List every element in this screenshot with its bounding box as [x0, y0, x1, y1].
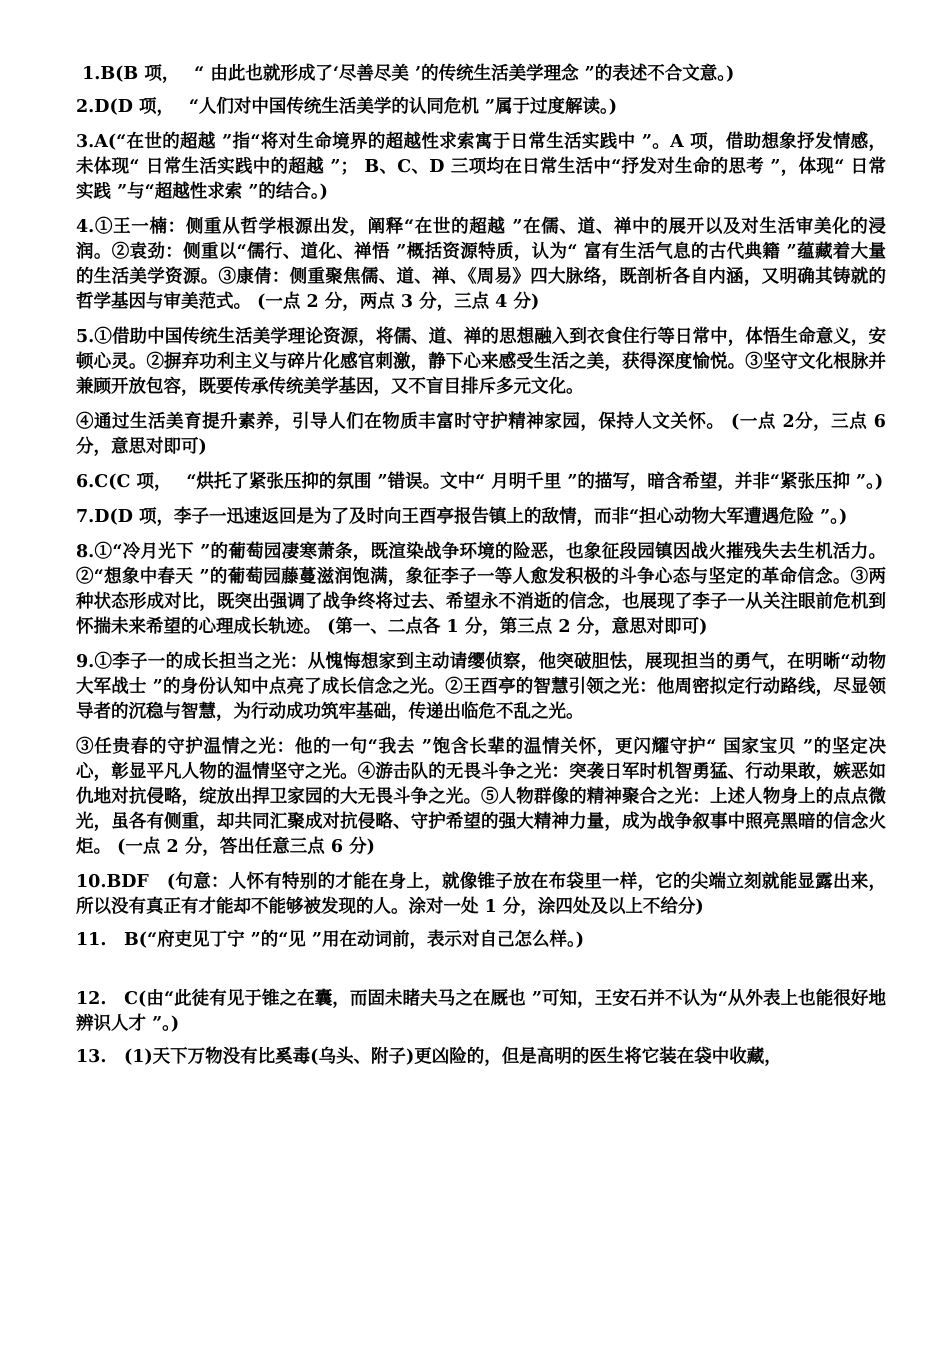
answer-8: 8.①“冷月光下 ”的葡萄园凄寒萧条，既渲染战争环境的险恶，也象征段园镇因战火摧残失去生机活力。②“想象中春天 ”的葡萄园藤蔓滋润饱满，象征李子一等人愈发积极的斗争心态与坚定的革命信念。③两种状态形成对比，既突出强调了战争终将过去、希望永不消逝的信念，也展现了李子一从关注眼前危机到怀揣未来希望的心理成长轨迹。 (第一、二点各 1 分，第三点 2 分，意思对即可): [76, 542, 886, 637]
answer-6: 6.C(C 项， “烘托了紧张压抑的氛围 ”错误。文中“ 月明千里 ”的描写，暗含希望，并非“紧张压抑 ”。): [76, 472, 884, 492]
answer-3: 3.A(“在世的超越 ”指“将对生命境界的超越性求索寓于日常生活实践中 ”。A 项，借助想象抒发情感，未体现“ 日常生活实践中的超越 ”； B、C、D 三项均在日常生活中“抒发对生命的思考 ”，体现“ 日常实践 ”与“超越性求索 ”的结合。): [76, 132, 886, 202]
answer-9: 9.①李子一的成长担当之光：从愧悔想家到主动请缨侦察，他突破胆怯，展现担当的勇气，在明晰“动物大军战士 ”的身份认知中点亮了成长信念之光。②王酉亭的智慧引领之光：他周密拟定行动路线，尽显领导者的沉稳与智慧，为行动成功筑牢基础，传递出临危不乱之光。: [76, 652, 886, 722]
answer-7: 7.D(D 项，李子一迅速返回是为了及时向王酉亭报告镇上的敌情，而非“担心动物大军遭遇危险 ”。): [76, 507, 848, 527]
answer-9-continued: ③任贵春的守护温情之光：他的一句“我去 ”饱含长辈的温情关怀，更闪耀守护“ 国家宝贝 ”的坚定决心，彰显平凡人物的温情坚守之光。④游击队的无畏斗争之光：突袭日军时机智勇猛、行动果敢，嫉恶如仇地对抗侵略，绽放出捍卫家园的大无畏斗争之光。⑤人物群像的精神聚合之光：上述人物身上的点点微光，虽各有侧重，却共同汇聚成对抗侵略、守护希望的强大精神力量，成为战争叙事中照亮黑暗的信念火炬。 (一点 2 分，答出任意三点 6 分): [76, 737, 886, 857]
answer-5: 5.①借助中国传统生活美学理论资源，将儒、道、禅的思想融入到衣食住行等日常中，体悟生命意义，安顿心灵。②摒弃功利主义与碎片化感官刺激，静下心来感受生活之美，获得深度愉悦。③坚守文化根脉并兼顾开放包容，既要传承传统美学基因，又不盲目排斥多元文化。: [76, 327, 886, 397]
answer-1: 1.B(B 项， “ 由此也就形成了‘尽善尽美 ’的传统生活美学理念 ”的表述不合文意。): [76, 64, 735, 84]
answer-11: 11. B(“府吏见丁宁 ”的“见 ”用在动词前，表示对自己怎么样。): [76, 930, 584, 950]
answer-12: 12. C(由“此徒有见于锥之在囊，而固未睹夫马之在厩也 ”可知，王安石并不认为“从外表上也能很好地辨识人才 ”。): [76, 989, 886, 1034]
answer-10: 10.BDF (句意：人怀有特别的才能在身上，就像锥子放在布袋里一样，它的尖端立刻就能显露出来，所以没有真正有才能却不能够被发现的人。涂对一处 1 分，涂四处及以上不给分): [76, 872, 886, 917]
answer-2: 2.D(D 项， “人们对中国传统生活美学的认同危机 ”属于过度解读。): [76, 97, 618, 117]
answer-key-page: [76, 62, 893, 1070]
answer-4: 4.①王一楠：侧重从哲学根源出发，阐释“在世的超越 ”在儒、道、禅中的展开以及对生活审美化的浸润。②袁劲：侧重以“儒行、道化、禅悟 ”概括资源特质，认为“ 富有生活气息的古代典籍 ”蕴藏着大量的生活美学资源。③康倩：侧重聚焦儒、道、禅、《周易》四大脉络，既剖析各自内涵，又明确其铸就的哲学基因与审美范式。 (一点 2 分，两点 3 分，三点 4 分): [76, 217, 886, 312]
answer-5-continued: ④通过生活美育提升素养，引导人们在物质丰富时守护精神家园，保持人文关怀。 (一点 2分，三点 6 分，意思对即可): [76, 412, 893, 457]
answer-13: 13. (1)天下万物没有比奚毒(乌头、附子)更凶险的，但是高明的医生将它装在袋中收藏，: [76, 1047, 782, 1067]
